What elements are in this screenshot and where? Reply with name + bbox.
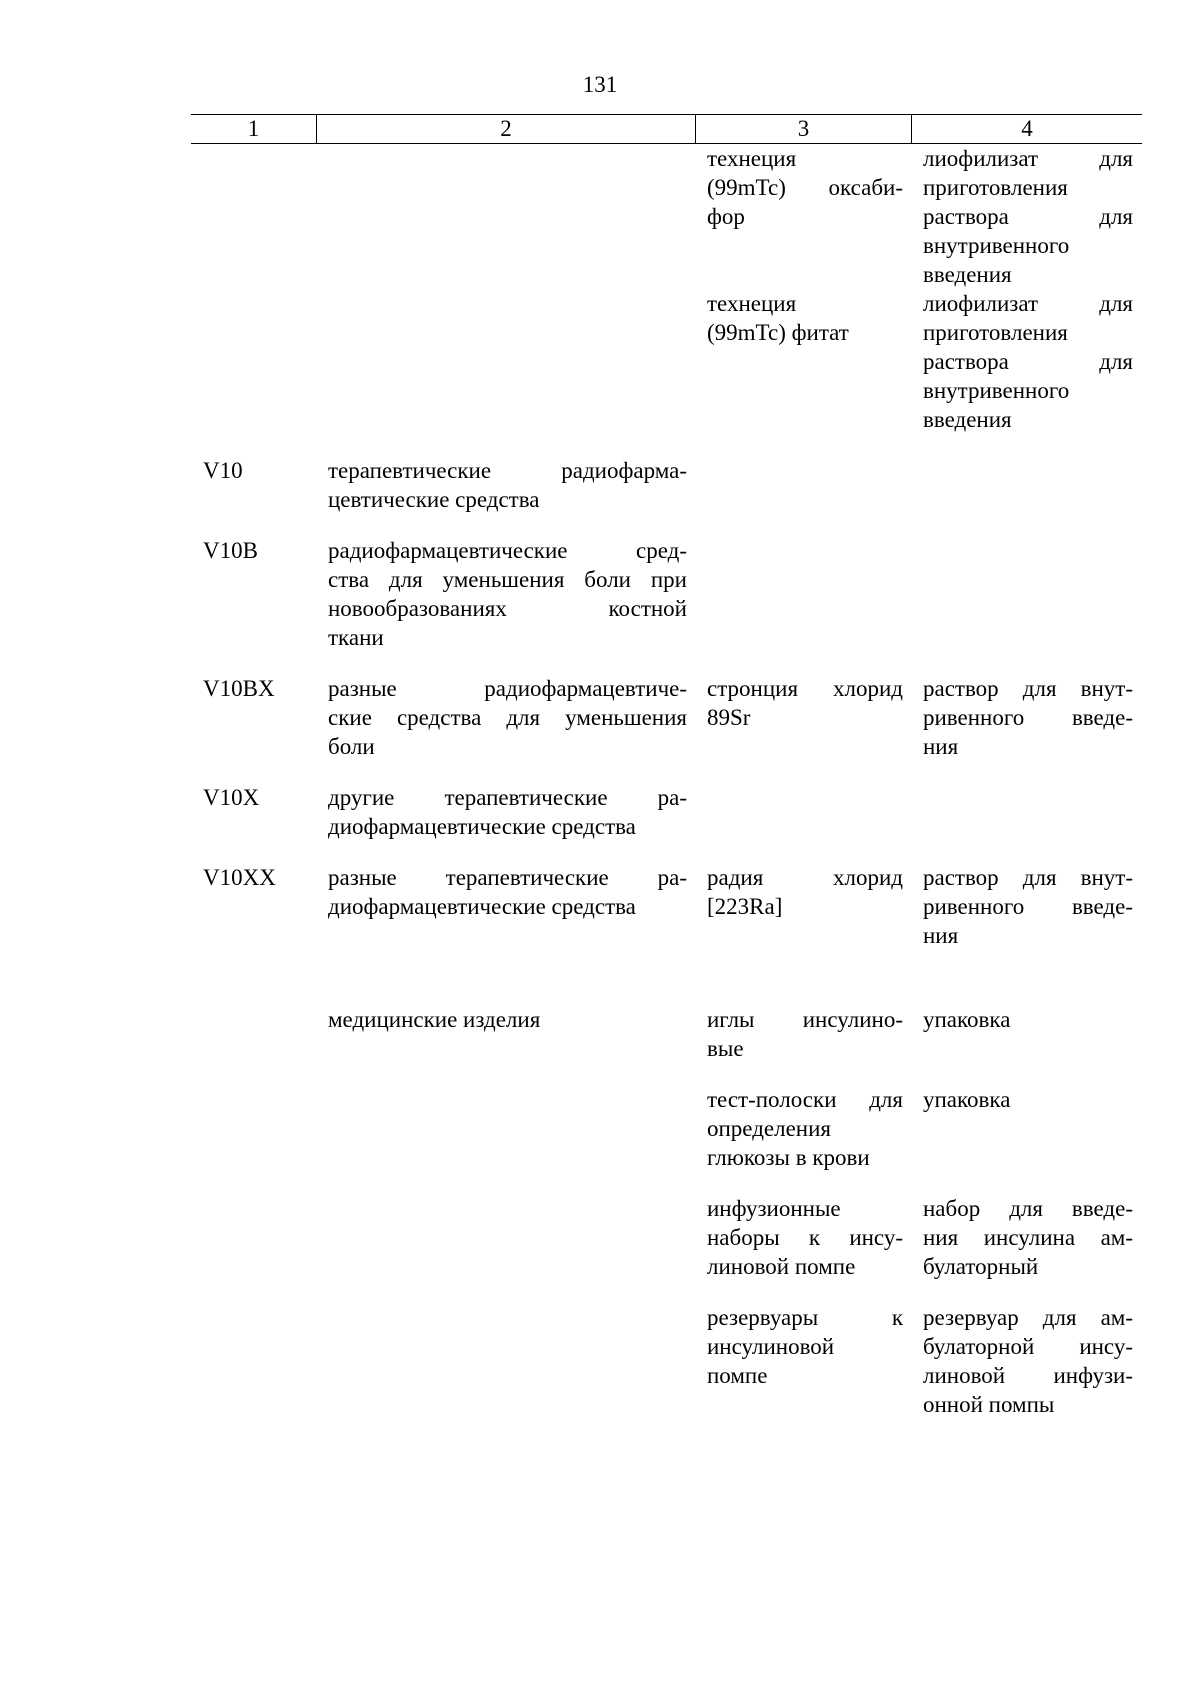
anatomical-group-cell	[317, 1085, 696, 1172]
anatomical-group-cell	[317, 674, 696, 761]
dosage-form-cell-line: ния инсулина ам-	[923, 1225, 1133, 1250]
column-header-1: 1	[191, 115, 317, 143]
dosage-form-cell-line: ния	[923, 734, 959, 759]
drug-name-cell-line: инфузионные	[707, 1196, 841, 1221]
drug-name-cell	[696, 1005, 912, 1063]
anatomical-group-cell-line: диофармацевтические средства	[328, 894, 636, 919]
table-row	[191, 783, 1142, 841]
table-row	[191, 863, 1142, 950]
atc-code-cell	[191, 536, 317, 652]
anatomical-group-cell-line: разные терапевтические ра-	[328, 865, 687, 890]
anatomical-group-cell-line: другие терапевтические ра-	[328, 785, 687, 810]
drug-name-cell-line: глюкозы в крови	[707, 1145, 870, 1170]
drug-name-cell-line: инсулиновой	[707, 1334, 835, 1359]
dosage-form-cell-line: раствор для внут-	[923, 676, 1133, 701]
table-row	[191, 536, 1142, 652]
anatomical-group-cell-line: терапевтические радиофарма-	[328, 458, 687, 483]
drug-name-cell-line: определения	[707, 1116, 832, 1141]
anatomical-group-cell-line: радиофармацевтические сред-	[328, 538, 687, 563]
dosage-form-cell	[912, 863, 1142, 950]
atc-code-cell-line: V10XX	[203, 865, 276, 890]
atc-code-cell	[191, 1085, 317, 1172]
dosage-form-cell-line: раствор для внут-	[923, 865, 1133, 890]
dosage-form-cell-line: онной помпы	[923, 1392, 1055, 1417]
anatomical-group-cell	[317, 289, 696, 434]
table-row	[191, 1085, 1142, 1172]
drug-name-cell	[696, 289, 912, 434]
dosage-form-cell-line: упаковка	[923, 1087, 1011, 1112]
anatomical-group-cell-line: новообразованиях костной	[328, 596, 687, 621]
table-body	[191, 144, 1142, 1419]
table-row	[191, 674, 1142, 761]
dosage-form-cell	[912, 1194, 1142, 1281]
drug-list-table	[191, 114, 1142, 1419]
drug-name-cell-line: (99mTc) фитат	[707, 320, 849, 345]
drug-name-cell	[696, 1303, 912, 1419]
drug-name-cell	[696, 1085, 912, 1172]
atc-code-cell-line: V10B	[203, 538, 258, 563]
anatomical-group-cell-line: медицинские изделия	[328, 1007, 541, 1032]
drug-name-cell	[696, 536, 912, 652]
dosage-form-cell-line: внутривенного	[923, 378, 1070, 403]
dosage-form-cell-line: лиофилизат для	[923, 146, 1133, 171]
drug-name-cell	[696, 783, 912, 841]
drug-name-cell-line: стронция хлорид	[707, 676, 903, 701]
drug-name-cell-line: радия хлорид	[707, 865, 903, 890]
drug-name-cell	[696, 144, 912, 289]
anatomical-group-cell	[317, 863, 696, 950]
dosage-form-cell-line: булаторной инсу-	[923, 1334, 1133, 1359]
drug-name-cell-line: [223Ra]	[707, 894, 783, 919]
dosage-form-cell-line: набор для введе-	[923, 1196, 1133, 1221]
atc-code-cell	[191, 456, 317, 514]
drug-name-cell-line: вые	[707, 1036, 744, 1061]
anatomical-group-cell-line: разные радиофармацевтиче-	[328, 676, 687, 701]
dosage-form-cell-line: введения	[923, 262, 1012, 287]
atc-code-cell-line: V10X	[203, 785, 260, 810]
anatomical-group-cell-line: ские средства для уменьшения	[328, 705, 687, 730]
atc-code-cell	[191, 863, 317, 950]
atc-code-cell	[191, 1194, 317, 1281]
dosage-form-cell-line: приготовления	[923, 320, 1068, 345]
anatomical-group-cell-line: ткани	[328, 625, 384, 650]
dosage-form-cell-line: булаторный	[923, 1254, 1039, 1279]
atc-code-cell	[191, 674, 317, 761]
drug-name-cell	[696, 456, 912, 514]
atc-code-cell	[191, 289, 317, 434]
dosage-form-cell-line: лиофилизат для	[923, 291, 1133, 316]
dosage-form-cell	[912, 1005, 1142, 1063]
dosage-form-cell-line: приготовления	[923, 175, 1068, 200]
atc-code-cell	[191, 1303, 317, 1419]
table-row	[191, 456, 1142, 514]
anatomical-group-cell-line: цевтические средства	[328, 487, 540, 512]
dosage-form-cell-line: раствора для	[923, 204, 1133, 229]
dosage-form-cell	[912, 783, 1142, 841]
dosage-form-cell-line: раствора для	[923, 349, 1133, 374]
dosage-form-cell-line: внутривенного	[923, 233, 1070, 258]
anatomical-group-cell	[317, 783, 696, 841]
column-header-3: 3	[696, 115, 912, 143]
anatomical-group-cell	[317, 144, 696, 289]
page-number: 131	[582, 72, 618, 97]
dosage-form-cell	[912, 289, 1142, 434]
dosage-form-cell-line: ривенного введе-	[923, 705, 1133, 730]
column-header-4: 4	[1021, 116, 1033, 141]
drug-name-cell-line: (99mTc) оксаби-	[707, 175, 903, 200]
anatomical-group-cell-line: диофармацевтические средства	[328, 814, 636, 839]
drug-name-cell-line: технеция	[707, 146, 797, 171]
column-header-2: 2	[317, 115, 696, 143]
drug-name-cell-line: фор	[707, 204, 745, 229]
dosage-form-cell-line: упаковка	[923, 1007, 1011, 1032]
table-row	[191, 1194, 1142, 1281]
table-row	[191, 289, 1142, 434]
dosage-form-cell	[912, 144, 1142, 289]
anatomical-group-cell	[317, 456, 696, 514]
dosage-form-cell-line: ривенного введе-	[923, 894, 1133, 919]
table-row	[191, 144, 1142, 289]
table-header-row	[191, 114, 1142, 144]
dosage-form-cell	[912, 1085, 1142, 1172]
table-row	[191, 1005, 1142, 1063]
atc-code-cell-line: V10BX	[203, 676, 275, 701]
anatomical-group-cell	[317, 536, 696, 652]
dosage-form-cell-line: введения	[923, 407, 1012, 432]
drug-name-cell	[696, 1194, 912, 1281]
dosage-form-cell	[912, 536, 1142, 652]
dosage-form-cell	[912, 674, 1142, 761]
drug-name-cell-line: линовой помпе	[707, 1254, 856, 1279]
dosage-form-cell-line: линовой инфузи-	[923, 1363, 1133, 1388]
drug-name-cell-line: резервуары к	[707, 1305, 903, 1330]
dosage-form-cell-line: резервуар для ам-	[923, 1305, 1133, 1330]
atc-code-cell	[191, 1005, 317, 1063]
atc-code-cell	[191, 144, 317, 289]
drug-name-cell-line: тест-полоски для	[707, 1087, 903, 1112]
atc-code-cell-line: V10	[203, 458, 243, 483]
anatomical-group-cell-line: боли	[328, 734, 375, 759]
table-row	[191, 1303, 1142, 1419]
atc-code-cell	[191, 783, 317, 841]
drug-name-cell-line: технеция	[707, 291, 797, 316]
drug-name-cell	[696, 863, 912, 950]
dosage-form-cell	[912, 1303, 1142, 1419]
drug-name-cell-line: иглы инсулино-	[707, 1007, 903, 1032]
drug-name-cell-line: помпе	[707, 1363, 768, 1388]
drug-name-cell-line: наборы к инсу-	[707, 1225, 903, 1250]
dosage-form-cell	[912, 456, 1142, 514]
anatomical-group-cell	[317, 1005, 696, 1063]
anatomical-group-cell	[317, 1194, 696, 1281]
drug-name-cell	[696, 674, 912, 761]
anatomical-group-cell	[317, 1303, 696, 1419]
drug-name-cell-line: 89Sr	[707, 705, 751, 730]
anatomical-group-cell-line: ства для уменьшения боли при	[328, 567, 687, 592]
dosage-form-cell-line: ния	[923, 923, 959, 948]
